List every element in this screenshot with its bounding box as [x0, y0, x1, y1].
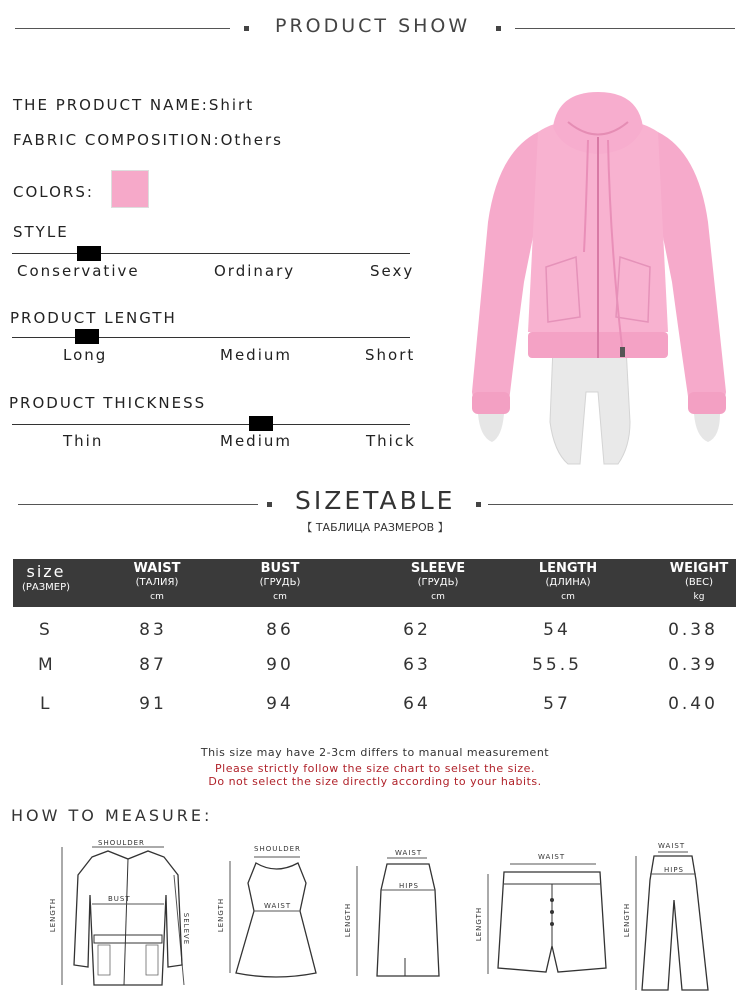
colors-label: COLORS:: [13, 183, 94, 201]
table-row: [0, 620, 750, 644]
column-header-bust: [235, 563, 325, 603]
fabric-label: FABRIC COMPOSITION:: [13, 131, 221, 149]
column-header-waist-main: WAIST: [133, 561, 181, 576]
style-scale-line: [12, 253, 410, 254]
row-length: 57: [543, 694, 571, 714]
column-header-weight-sub: (ВЕС): [685, 577, 713, 588]
fabric-row: [13, 131, 283, 149]
column-header-size-sub: (РАЗМЕР): [21, 582, 71, 593]
jacket-bust-label: BUST: [108, 895, 131, 903]
row-size: S: [39, 620, 50, 640]
column-header-weight-main: WEIGHT: [669, 561, 729, 576]
jacket-shoulder-label: SHOULDER: [98, 839, 145, 847]
thickness-scale-line: [12, 424, 410, 425]
column-header-bust-unit: cm: [273, 592, 287, 602]
shorts-length-label: LENGTH: [475, 906, 484, 942]
row-waist: 83: [139, 620, 167, 640]
table-row: [0, 655, 750, 679]
column-header-size: [13, 564, 79, 594]
pants-waist-label: WAIST: [658, 842, 686, 850]
column-header-weight-unit: kg: [693, 592, 705, 602]
length-option-short: Short: [365, 346, 416, 364]
column-header-sleeve-unit: cm: [431, 592, 445, 602]
column-header-size-main: size: [26, 562, 66, 581]
column-header-waist-unit: cm: [150, 592, 164, 602]
length-option-medium: Medium: [220, 346, 292, 364]
thickness-scale-labels: [0, 432, 416, 454]
thickness-option-thick: Thick: [366, 432, 416, 450]
column-header-bust-main: BUST: [260, 561, 300, 576]
row-weight: 0.38: [668, 620, 718, 640]
skirt-waist-label: WAIST: [395, 849, 423, 857]
column-header-length-unit: cm: [561, 592, 575, 602]
column-header-length-main: LENGTH: [538, 561, 598, 576]
style-option-conservative: Conservative: [17, 262, 140, 280]
row-bust: 86: [266, 620, 294, 640]
row-waist: 87: [139, 655, 167, 675]
column-header-sleeve-sub: (ГРУДЬ): [417, 577, 459, 588]
skirt-measure-diagram: [343, 848, 453, 993]
column-header-length-sub: (ДЛИНА): [545, 577, 591, 588]
color-swatch[interactable]: [111, 170, 149, 208]
length-scale-labels: [0, 346, 416, 368]
row-bust: 94: [266, 694, 294, 714]
row-size: L: [40, 694, 50, 714]
style-scale-title: STYLE: [13, 223, 69, 241]
row-bust: 90: [266, 655, 294, 675]
length-scale-marker: [75, 329, 99, 344]
column-header-sleeve-main: SLEEVE: [410, 561, 466, 576]
warning-note-1: Please strictly follow the size chart to selset the size.: [215, 762, 535, 775]
table-row: [0, 694, 750, 718]
row-length: 55.5: [532, 655, 582, 675]
dress-measure-diagram: [216, 843, 326, 993]
product-name-value: Shirt: [208, 96, 255, 114]
style-scale-marker: [77, 246, 101, 261]
pants-length-label: LENGTH: [623, 902, 632, 938]
header-bullet-left: [244, 26, 249, 31]
row-length: 54: [543, 620, 571, 640]
column-header-weight: [654, 563, 744, 603]
style-scale-labels: [0, 262, 415, 284]
how-to-measure-title: HOW TO MEASURE:: [11, 806, 213, 825]
sizetable-rule-left: [18, 504, 258, 505]
dress-shoulder-label: SHOULDER: [254, 845, 301, 853]
page-title: PRODUCT SHOW: [275, 15, 471, 37]
row-weight: 0.39: [668, 655, 718, 675]
thickness-option-medium: Medium: [220, 432, 292, 450]
style-option-sexy: Sexy: [370, 262, 415, 280]
shorts-measure-diagram: [474, 850, 614, 980]
thickness-scale-title: PRODUCT THICKNESS: [9, 394, 207, 412]
header-rule-left: [15, 28, 230, 29]
fabric-value: Others: [220, 131, 283, 149]
product-name-label: THE PRODUCT NAME:: [13, 96, 209, 114]
sizetable-rule-right: [488, 504, 733, 505]
dress-waist-label: WAIST: [264, 902, 292, 910]
header-bullet-right: [496, 26, 501, 31]
sizetable-title: SIZETABLE: [295, 486, 456, 515]
row-weight: 0.40: [668, 694, 718, 714]
column-header-waist-sub: (ТАЛИЯ): [135, 577, 179, 588]
column-header-sleeve: [393, 563, 483, 603]
measurement-note: This size may have 2-3cm differs to manual measurement: [200, 746, 550, 759]
thickness-option-thin: Thin: [63, 432, 104, 450]
style-option-ordinary: Ordinary: [214, 262, 296, 280]
column-header-bust-sub: (ГРУДЬ): [259, 577, 301, 588]
column-header-length: [523, 563, 613, 603]
shorts-waist-label: WAIST: [538, 853, 566, 861]
header-rule-right: [515, 28, 735, 29]
product-photo[interactable]: [458, 92, 738, 468]
skirt-hips-label: HIPS: [399, 882, 419, 890]
thickness-scale-marker: [249, 416, 273, 431]
dress-length-label: LENGTH: [217, 897, 226, 933]
row-sleeve: 64: [403, 694, 431, 714]
jacket-length-label: LENGTH: [49, 897, 58, 933]
pants-hips-label: HIPS: [664, 866, 684, 874]
product-name-row: [13, 96, 254, 114]
warning-note-2: Do not select the size directly according to your habits.: [208, 775, 542, 788]
row-size: M: [38, 655, 53, 675]
row-sleeve: 63: [403, 655, 431, 675]
pants-measure-diagram: [620, 840, 730, 995]
sizetable-subtitle: 【 ТАБЛИЦА РАЗМЕРОВ 】: [301, 521, 449, 534]
skirt-length-label: LENGTH: [344, 902, 353, 938]
sizetable-bullet-right: [476, 502, 481, 507]
length-option-long: Long: [63, 346, 108, 364]
column-header-waist: [112, 563, 202, 603]
jacket-measure-diagram: [48, 835, 198, 995]
row-sleeve: 62: [403, 620, 431, 640]
length-scale-line: [12, 337, 410, 338]
length-scale-title: PRODUCT LENGTH: [10, 309, 177, 327]
sizetable-bullet-left: [267, 502, 272, 507]
row-waist: 91: [139, 694, 167, 714]
jacket-sleeve-label: SELEVE: [182, 912, 191, 946]
